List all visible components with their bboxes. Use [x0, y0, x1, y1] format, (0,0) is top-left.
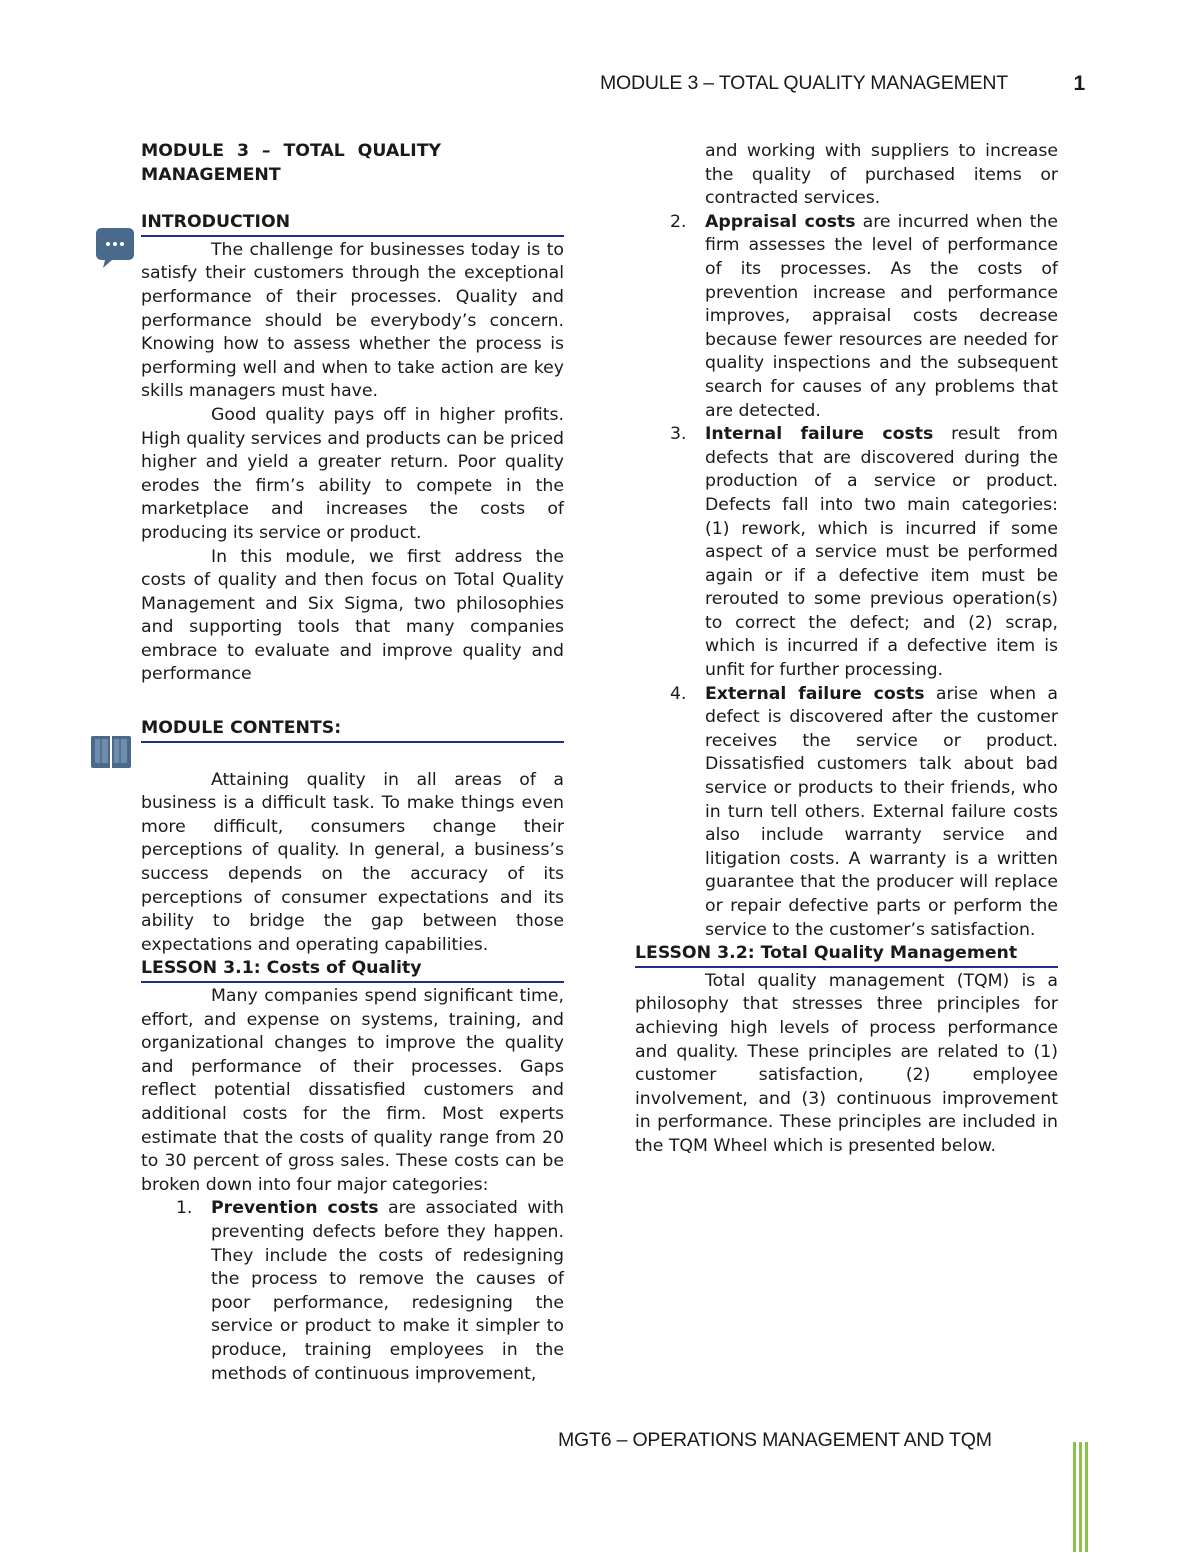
- list-number: 3.: [670, 424, 687, 445]
- lesson-3-1-paragraph: Many companies spend significant time, effort, and expense on systems, training, and organizational changes to improve the quality and performance of their processes. Gaps reflect potential dissatisfied customers and additional costs for the firm. Most experts estimate that the costs of quality range from 20 to 30 percent of gross sales. These costs can be broken down into four major categories:: [141, 986, 564, 1195]
- intro-paragraph-3: In this module, we first address the costs of quality and then focus on Total Quality Management and Six Sigma, two philosophies and supporting tools that many companies embrace to evaluate and improve quality and performance: [141, 546, 564, 685]
- page-number: 1: [1073, 72, 1085, 95]
- right-column: [635, 140, 1058, 1159]
- list-text: are incurred when the firm assesses the level of performance of its processes. As the costs of prevention increase and performance improves, appraisal costs decrease because fewer resources are needed for quality inspections and the subsequent search for causes of any problems that are detected.: [705, 211, 1058, 421]
- intro-paragraph-2: Good quality pays off in higher profits. High quality services and products can be priced higher and yield a greater return. Poor quality erodes the firm’s ability to compete in the marketplace and increases the costs of producing its service or product.: [141, 404, 564, 543]
- list-term: Prevention costs: [211, 1198, 379, 1219]
- lesson-3-1-heading: LESSON 3.1: Costs of Quality: [141, 957, 564, 983]
- list-item: [635, 423, 1058, 683]
- list-number: 1.: [176, 1198, 193, 1219]
- list-number: 4.: [670, 683, 687, 704]
- list-item: [635, 211, 1058, 423]
- list-text: result from defects that are discovered during the production of a service or product. Defects fall into two main categories: (1) rework, which is incurred if some aspect of a service must be performed again or if a defective item must be rerouted to some previous operation(s) to correct the defect; and (2) scrap, which is incurred if a defective item is unfit for further processing.: [705, 424, 1058, 681]
- header-title: MODULE 3 – TOTAL QUALITY MANAGEMENT: [600, 72, 1009, 94]
- stripe: [1079, 1442, 1082, 1552]
- stripe: [1085, 1442, 1088, 1552]
- footer-decoration: [1073, 1442, 1095, 1552]
- contents-paragraph: Attaining quality in all areas of a business is a difficult task. To make things even more difficult, consumers change their perceptions of quality. In general, a business’s success depends on the accuracy of its perceptions of consumer expectations and its ability to bridge the gap between those expectations and operating capabilities.: [141, 769, 564, 955]
- document-title: MODULE 3 – TOTAL QUALITY MANAGEMENT: [141, 141, 441, 185]
- lesson-3-2-heading: LESSON 3.2: Total Quality Management: [635, 942, 1058, 968]
- page-footer: MGT6 – OPERATIONS MANAGEMENT AND TQM: [558, 1429, 992, 1451]
- introduction-heading: INTRODUCTION: [141, 211, 564, 237]
- list-item: [141, 1197, 564, 1386]
- book-icon: [89, 733, 133, 771]
- lesson-3-2-paragraph: Total quality management (TQM) is a philosophy that stresses three principles for achieving high levels of process performance and quality. These principles are related to (1) customer satisfaction, (2) employee involvement, and (3) continuous improvement in performance. These principles are included in the TQM Wheel which is presented below.: [635, 970, 1058, 1156]
- list-number: 2.: [670, 211, 687, 232]
- list-text: are associated with preventing defects before they happen. They include the costs of redesigning the process to remove the causes of poor performance, redesigning the service or product to make it simpler to produce, training employees in the methods of continuous improvement,: [211, 1198, 564, 1384]
- list-item-continuation: [635, 140, 1058, 211]
- intro-paragraph-1: The challenge for businesses today is to satisfy their customers through the exceptional performance of their processes. Quality and performance should be everybody’s concern. Knowing how to assess whether the process is performing well and when to take action are key skills managers must have.: [141, 239, 564, 402]
- left-column: [141, 140, 564, 1386]
- list-term: Appraisal costs: [705, 211, 856, 232]
- list-text: arise when a defect is discovered after the customer receives the service or product. Dissatisfied customers talk about bad service or products to their friends, who in turn tell others. External failure costs also include warranty service and litigation costs. A warranty is a written guarantee that the producer will replace or repair defective parts or perform the service to the customer’s satisfaction.: [705, 683, 1058, 940]
- list-item: [635, 683, 1058, 943]
- module-contents-heading: MODULE CONTENTS:: [141, 717, 564, 743]
- list-term: Internal failure costs: [705, 424, 934, 445]
- speech-bubble-icon: [94, 226, 136, 270]
- stripe: [1073, 1442, 1076, 1552]
- list-text: and working with suppliers to increase the quality of purchased items or contracted services.: [705, 141, 1058, 209]
- list-term: External failure costs: [705, 683, 925, 704]
- page-header: [600, 72, 1090, 100]
